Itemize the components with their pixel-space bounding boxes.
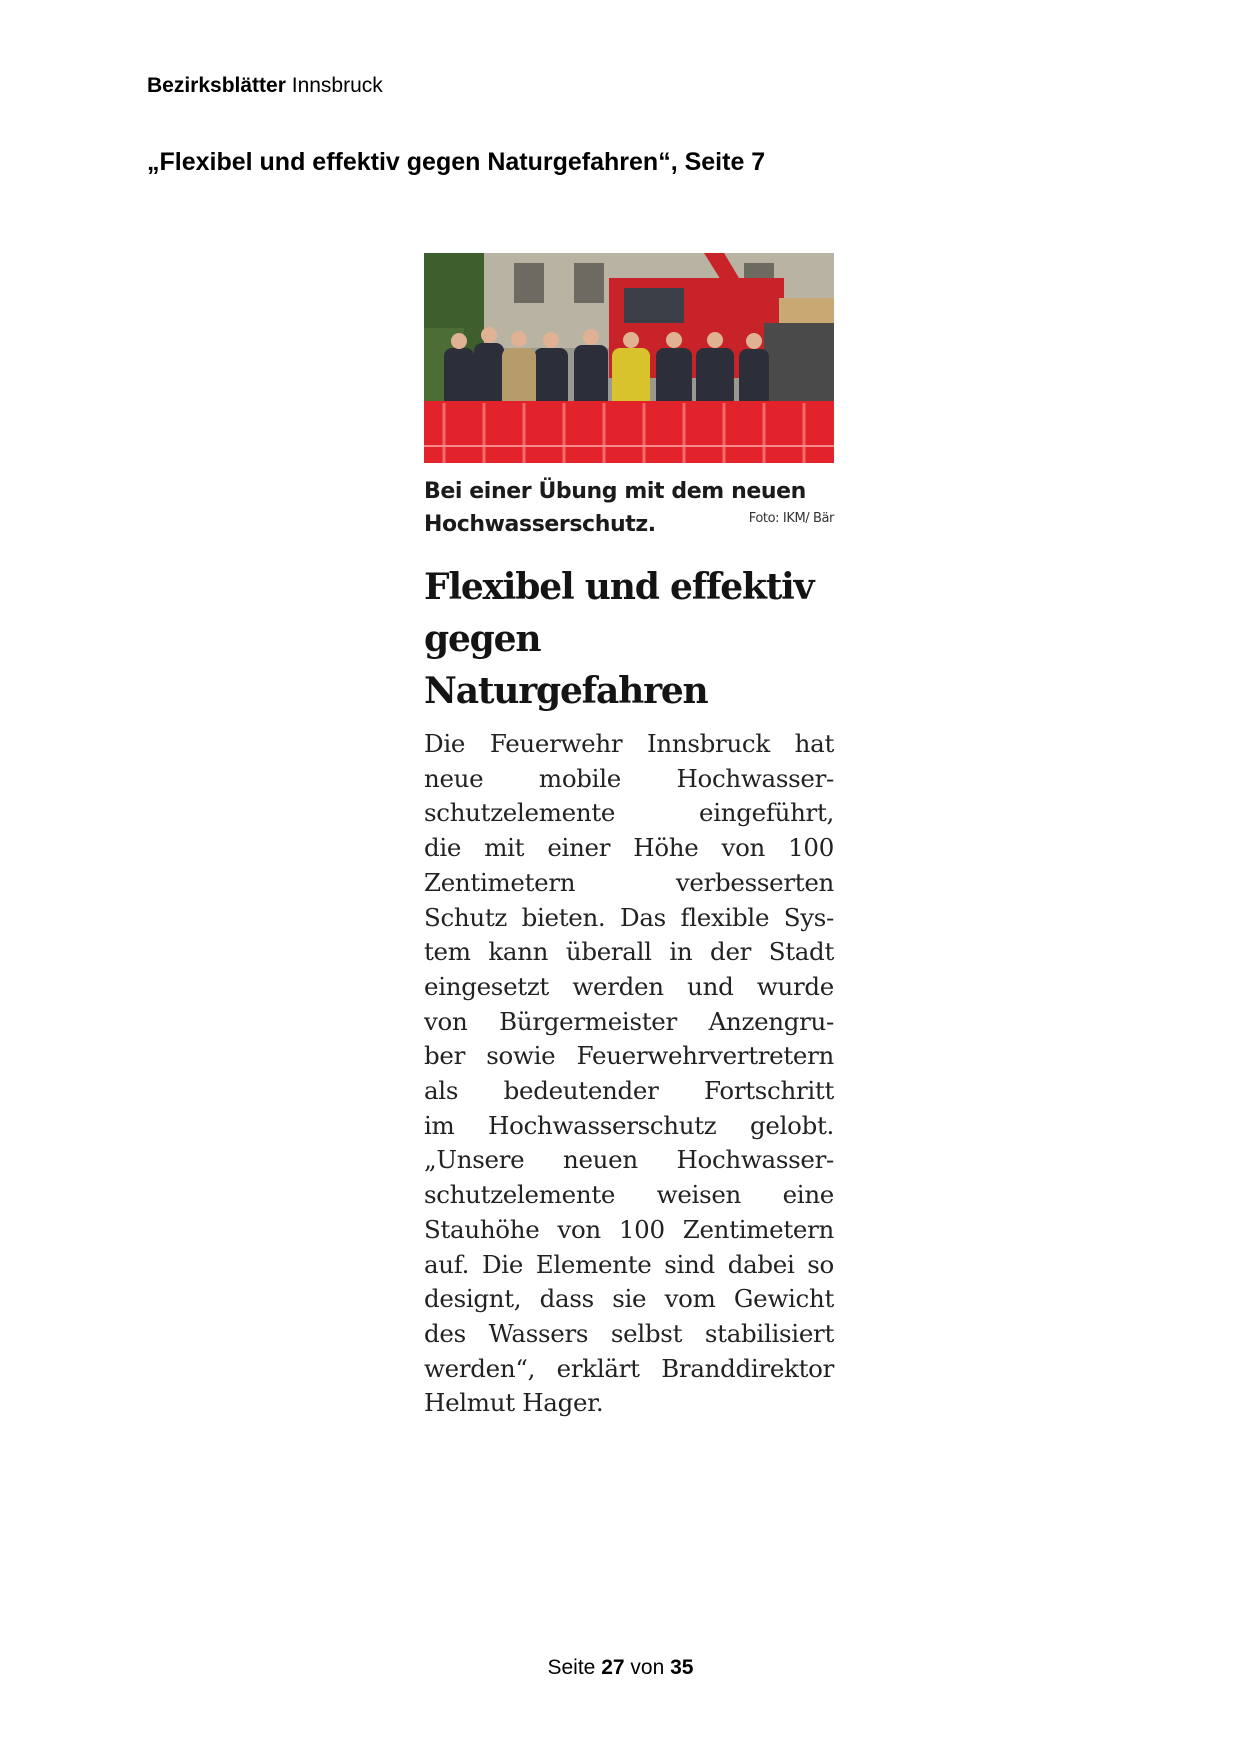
body-line: Schutz bieten. Das flexible Sys- (424, 902, 834, 932)
body-line: eingesetzt werden und wurde (424, 971, 834, 1001)
body-line: im Hochwasserschutz gelobt. (424, 1110, 834, 1140)
body-line: neue mobile Hochwasser- (424, 763, 834, 793)
footer-prefix: Seite (547, 1656, 596, 1679)
publication-header (147, 74, 383, 98)
publication-region: Innsbruck (291, 74, 383, 97)
current-page-number: 27 (601, 1656, 625, 1679)
body-line: ber sowie Feuerwehrvertretern (424, 1041, 834, 1071)
body-line: „Unsere neuen Hochwasser- (424, 1145, 834, 1175)
body-line: tem kann überall in der Stadt (424, 937, 834, 967)
article-headline (424, 561, 834, 717)
body-line: Zentimetern verbesserten (424, 867, 834, 897)
caption-line: Hochwasserschutz. (424, 512, 656, 537)
photo-caption (424, 475, 834, 541)
publication-name: Bezirksblätter (147, 74, 286, 97)
page-footer (0, 1656, 1241, 1680)
body-line: schutzelemente eingeführt, (424, 798, 834, 828)
photo-illustration (424, 253, 834, 463)
body-line: die mit einer Höhe von 100 (424, 833, 834, 863)
body-line: Helmut Hager. (424, 1388, 604, 1418)
body-line: Die Feuerwehr Innsbruck hat (424, 729, 834, 758)
body-line: Stauhöhe von 100 Zentimetern (424, 1214, 834, 1244)
photo-credit: Foto: IKM/ Bär (748, 511, 834, 526)
body-line: als bedeutender Fortschritt (424, 1076, 834, 1106)
body-line: schutzelemente weisen eine (424, 1180, 834, 1210)
body-line: auf. Die Elemente sind dabei so (424, 1249, 834, 1279)
newspaper-clipping (424, 253, 834, 1421)
body-line: werden“, erklärt Branddirektor (424, 1353, 834, 1383)
body-line: des Wassers selbst stabilisiert (424, 1318, 834, 1348)
article-body (424, 727, 834, 1421)
document-title: „Flexibel und effektiv gegen Naturgefahren“, Seite 7 (147, 148, 766, 176)
caption-line: Bei einer Übung mit dem neuen (424, 479, 806, 504)
article-photo (424, 253, 834, 463)
body-line: designt, dass sie vom Gewicht (424, 1284, 834, 1314)
headline-line: Flexibel und effektiv (424, 566, 814, 608)
body-line: von Bürgermeister Anzengru- (424, 1006, 834, 1036)
total-page-count: 35 (670, 1656, 694, 1679)
footer-separator: von (630, 1656, 665, 1679)
headline-line: gegen Naturgefahren (424, 618, 708, 712)
